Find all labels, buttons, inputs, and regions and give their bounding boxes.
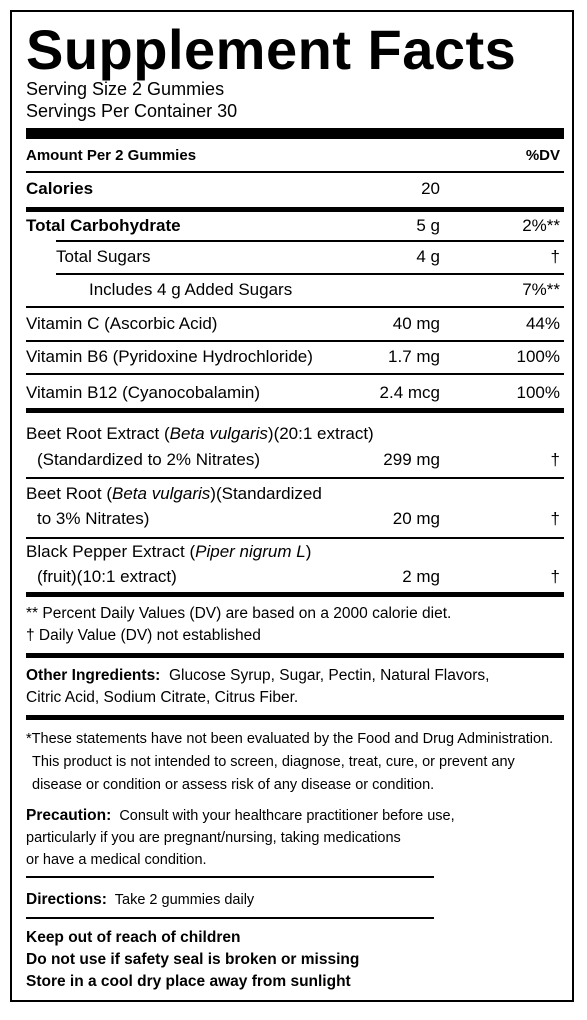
- calories-label: Calories: [26, 179, 94, 198]
- divider: [26, 477, 564, 479]
- precaution-label: Precaution:: [26, 807, 112, 824]
- nutrient-label-added-sugars: Includes 4 g Added Sugars: [89, 280, 293, 299]
- indented-divider: [56, 240, 564, 242]
- precaution-line2: particularly if you are pregnant/nursing, taking medications: [26, 830, 401, 846]
- directions: Directions: Take 2 gummies daily: [26, 891, 255, 908]
- indented-divider: [56, 273, 564, 275]
- panel-title: Supplement Facts: [26, 18, 517, 81]
- precaution-line3: or have a medical condition.: [26, 852, 207, 868]
- medium-divider: [26, 653, 564, 658]
- extract-amount: 299 mg: [383, 450, 440, 469]
- other-ingredients-line2: Citric Acid, Sodium Citrate, Citrus Fiber.: [26, 689, 299, 706]
- calories-amount: 20: [421, 179, 440, 198]
- warning-keep-out-of-reach: Keep out of reach of children: [26, 929, 241, 946]
- extract-amount: 2 mg: [402, 567, 440, 586]
- medium-divider: [26, 207, 564, 212]
- extract-dv: †: [550, 567, 560, 586]
- amount-header: Amount Per 2 Gummies: [26, 147, 197, 164]
- divider: [26, 340, 564, 342]
- extract-label-line2: to 3% Nitrates): [37, 509, 150, 528]
- nutrient-label-total-carbohydrate: Total Carbohydrate: [26, 216, 181, 235]
- short-divider: [26, 876, 434, 878]
- medium-divider: [26, 592, 564, 597]
- extract-amount: 20 mg: [392, 509, 440, 528]
- divider: [26, 171, 564, 173]
- dv-header: %DV: [525, 147, 560, 164]
- nutrient-dv: †: [550, 247, 560, 266]
- nutrient-dv: 7%**: [522, 280, 560, 299]
- nutrient-amount: 5 g: [416, 216, 440, 235]
- nutrient-amount: 40 mg: [392, 314, 440, 333]
- precaution-line1: Precaution: Consult with your healthcare practitioner before use,: [26, 807, 455, 824]
- extract-label-line2: (Standardized to 2% Nitrates): [37, 450, 260, 469]
- warning-storage: Store in a cool dry place away from sunlight: [26, 973, 351, 990]
- nutrient-dv: 44%: [525, 314, 560, 333]
- extract-label-line2: (fruit)(10:1 extract): [37, 567, 177, 586]
- divider: [26, 306, 564, 308]
- directions-label: Directions:: [26, 891, 107, 908]
- extract-dv: †: [550, 450, 560, 469]
- nutrient-dv: 100%: [516, 383, 560, 402]
- divider: [26, 537, 564, 539]
- nutrient-label-total-sugars: Total Sugars: [56, 247, 151, 266]
- fda-statement-line2: This product is not intended to screen, diagnose, treat, cure, or prevent any: [32, 754, 515, 770]
- nutrient-amount: 1.7 mg: [388, 347, 440, 366]
- nutrient-label-vitamin-c: Vitamin C (Ascorbic Acid): [26, 314, 218, 333]
- thick-divider: [26, 128, 564, 139]
- nutrient-dv: 100%: [516, 347, 560, 366]
- divider: [26, 373, 564, 375]
- extract-dv: †: [550, 509, 560, 528]
- supplement-facts-panel: [10, 10, 574, 1002]
- medium-divider: [26, 715, 564, 720]
- nutrient-label-vitamin-b6: Vitamin B6 (Pyridoxine Hydrochloride): [26, 347, 313, 366]
- extract-label-beet-root-extract: Beet Root Extract (Beta vulgaris)(20:1 extract): [26, 424, 374, 443]
- fda-statement-line3: disease or condition or assess risk of any disease or condition.: [32, 777, 435, 793]
- footnote-dagger: † Daily Value (DV) not established: [26, 627, 261, 644]
- nutrient-amount: 2.4 mcg: [379, 383, 440, 402]
- extract-label-black-pepper: Black Pepper Extract (Piper nigrum L): [26, 542, 312, 561]
- servings-per-container: Servings Per Container 30: [26, 101, 238, 121]
- nutrient-label-vitamin-b12: Vitamin B12 (Cyanocobalamin): [26, 383, 261, 402]
- warning-safety-seal: Do not use if safety seal is broken or missing: [26, 951, 360, 968]
- serving-size: Serving Size 2 Gummies: [26, 79, 225, 99]
- nutrient-dv: 2%**: [522, 216, 560, 235]
- fda-statement-line1: *These statements have not been evaluated by the Food and Drug Administration.: [26, 731, 554, 747]
- short-divider: [26, 917, 434, 919]
- extract-label-beet-root: Beet Root (Beta vulgaris)(Standardized: [26, 484, 322, 503]
- other-ingredients-line1: Other Ingredients: Glucose Syrup, Sugar, Pectin, Natural Flavors,: [26, 667, 490, 684]
- other-ingredients-label: Other Ingredients:: [26, 667, 161, 684]
- medium-divider: [26, 408, 564, 413]
- nutrient-amount: 4 g: [416, 247, 440, 266]
- footnote-percent-dv: ** Percent Daily Values (DV) are based on a 2000 calorie diet.: [26, 605, 452, 622]
